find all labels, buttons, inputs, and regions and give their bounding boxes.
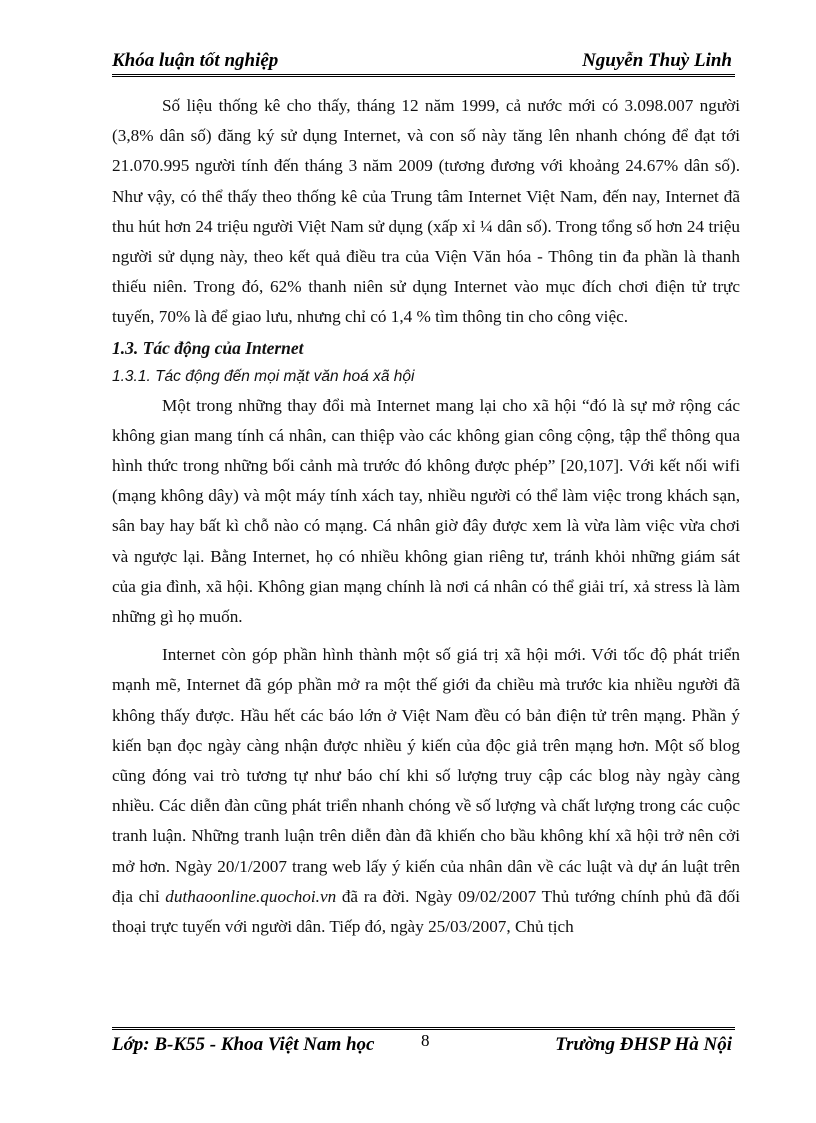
page-footer [112, 1031, 732, 1064]
subsection-heading-1-3-1: 1.3.1. Tác động đến mọi mặt văn hoá xã hội [112, 367, 415, 385]
header-rule [112, 74, 735, 77]
page-number: 8 [421, 1031, 430, 1050]
footer-university: Trường ĐHSP Hà Nội [555, 1034, 732, 1055]
paragraph-social-values-text: Internet còn góp phần hình thành một số giá trị xã hội mới. Với tốc độ phát triển mạnh mẽ, Internet đã góp phần mở ra một thế giới đa chiều mà trước kia nhiều người đã không thấy được. Hầu hết các báo lớn ở Việt Nam đều có bản điện tử trên mạng. Phần ý kiến bạn đọc ngày càng nhận được nhiều ý kiến của độc giả trên mạng hơn. Một số blog cũng đóng vai trò tương tự như báo chí khi số lượng truy cập các blog này ngày càng nhiều. Các diễn đàn cũng phát triển nhanh chóng về số lượng và chất lượng trong các cuộc tranh luận. Những tranh luận trên diễn đàn đã khiến cho bầu không khí xã hội trở nên cởi mở hơn. Ngày 20/1/2007 trang web lấy ý kiến của nhân dân về các luật và dự án luật trên địa chỉ [112, 645, 740, 906]
paragraph-personal-space: Một trong những thay đổi mà Internet mang lại cho xã hội “đó là sự mở rộng các không gian mang tính cá nhân, can thiệp vào các không gian công cộng, tập thể thông qua hình thức trong những bối cảnh mà trước đó không được phép” [20,107]. Với kết nối wifi (mạng không dây) và một máy tính xách tay, nhiều người có thể làm việc trong khách sạn, sân bay hay bất kì chỗ nào có mạng. Cá nhân giờ đây được xem là vừa làm việc vừa chơi và ngược lại. Bằng Internet, họ có nhiều không gian riêng tư, tránh khỏi những giám sát của gia đình, xã hội. Không gian mạng chính là nơi cá nhân có thể giải trí, xả stress là làm những gì họ muốn. [112, 395, 740, 627]
document-body [112, 91, 740, 942]
page-header [112, 47, 732, 77]
paragraph-internet-statistics: Số liệu thống kê cho thấy, tháng 12 năm 1999, cả nước mới có 3.098.007 người (3,8% dân số) đăng ký sử dụng Internet, và con số này tăng lên nhanh chóng để đạt tới 21.070.995 người tính đến tháng 3 năm 2009 (tương đương với khoảng 24.67% dân số). Như vậy, có thể thấy theo thống kê của Trung tâm Internet Việt Nam, đến nay, Internet đã thu hút hơn 24 triệu người Việt Nam sử dụng (xấp xỉ ¼ dân số). Trong tổng số hơn 24 triệu người sử dụng này, theo kết quả điều tra của Viện Văn hóa - Thông tin đa phần là thanh thiếu niên. Trong đó, 62% thanh niên sử dụng Internet vào mục đích chơi điện tử trực tuyến, 70% là để giao lưu, nhưng chỉ có 1,4 % tìm thông tin cho công việc. [112, 96, 740, 327]
website-address-link[interactable]: duthaoonline.quochoi.vn [165, 886, 337, 906]
header-author-name: Nguyễn Thuỳ Linh [582, 50, 732, 71]
paragraph-social-values [112, 640, 740, 942]
paragraph-social-values-continued: đã ra đời. Ngày 09/02/2007 Thủ tướng chính phủ đã đối thoại trực tuyến với người dân. Tiếp đó, ngày 25/03/2007, Chủ tịch [112, 886, 740, 937]
section-heading-1-3: 1.3. Tác động của Internet [112, 337, 304, 358]
footer-class-info: Lớp: B-K55 - Khoa Việt Nam học [112, 1034, 375, 1055]
footer-rule [112, 1027, 735, 1030]
header-thesis-title: Khóa luận tốt nghiệp [112, 50, 279, 71]
